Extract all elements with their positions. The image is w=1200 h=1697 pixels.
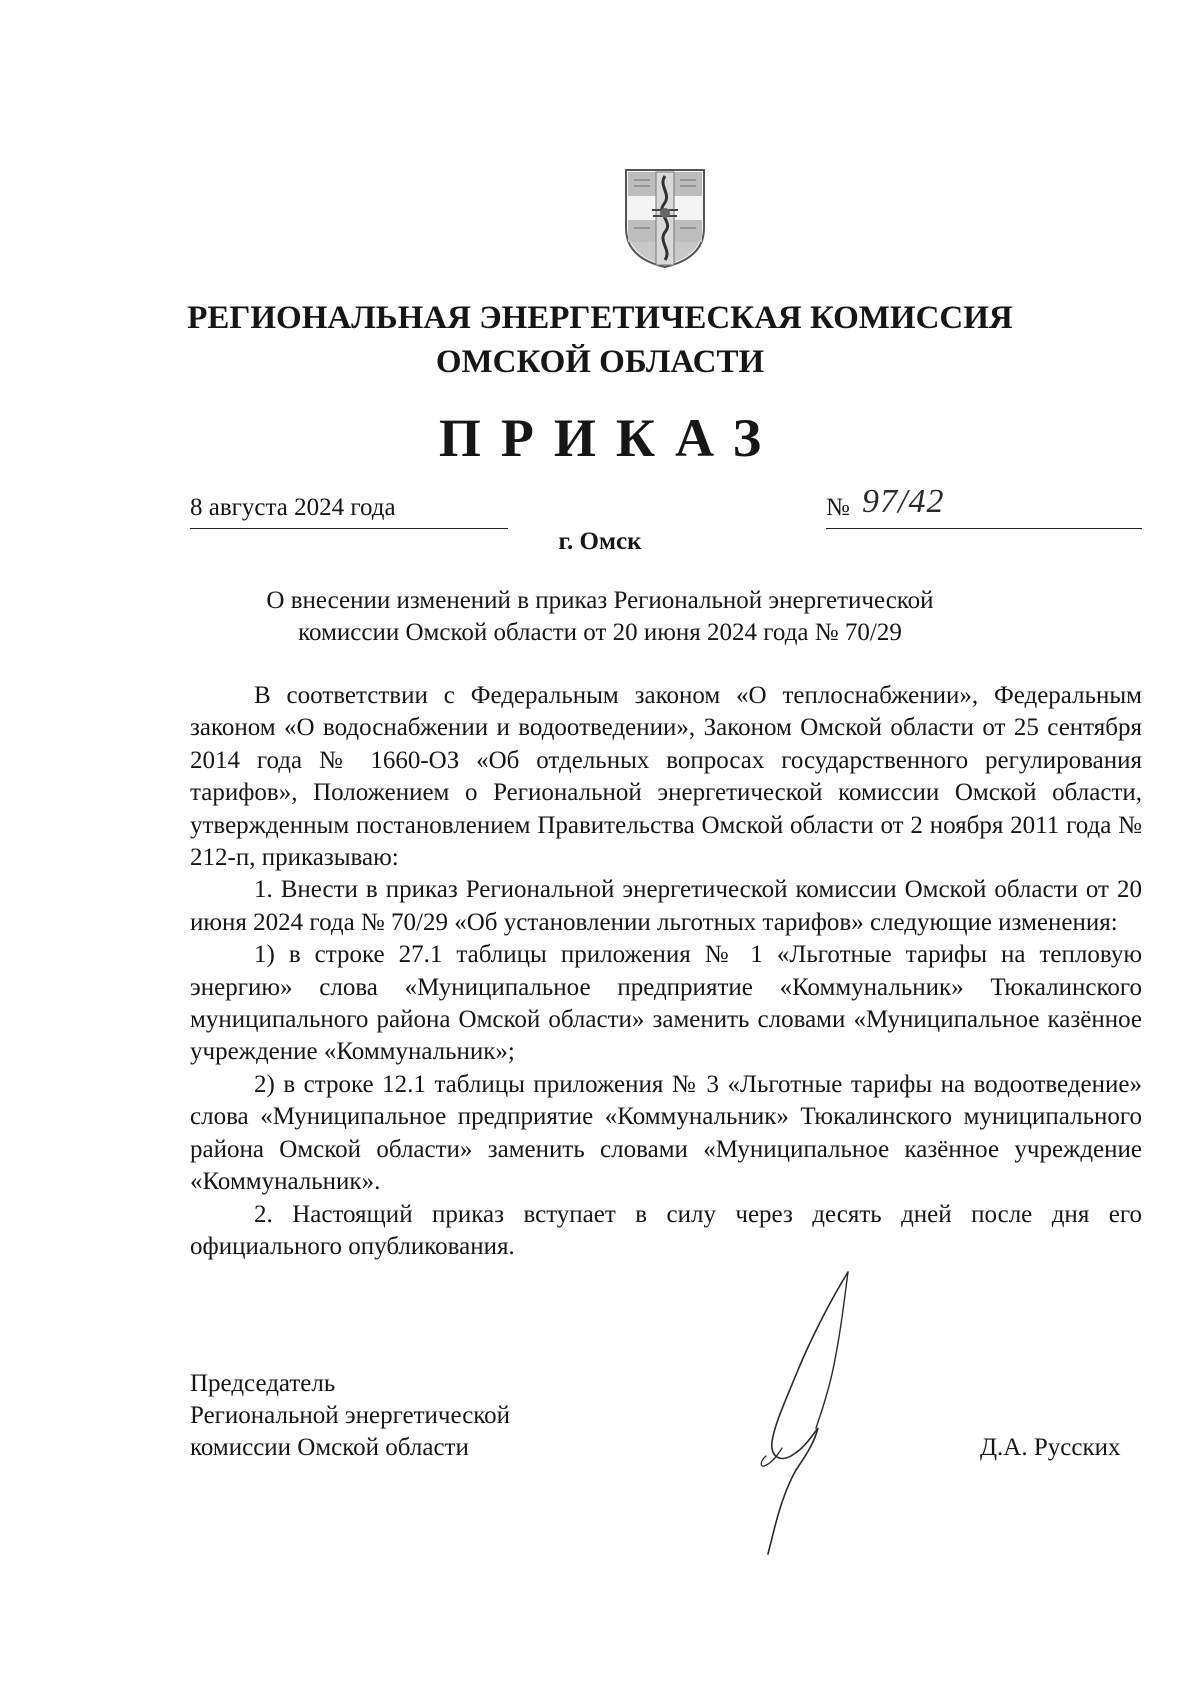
coat-of-arms-icon [622, 166, 708, 270]
document-body [190, 680, 1142, 1263]
subject-line2: комиссии Омской области от 20 июня 2024 года № 70/29 [298, 619, 902, 646]
item-2-paragraph: 2. Настоящий приказ вступает в силу через десять дней после дня его официального опубликования. [190, 1200, 1142, 1260]
document-city: г. Омск [558, 528, 642, 555]
subject-line1: О внесении изменений в приказ Региональной энергетической [266, 587, 934, 614]
organization-name-line1: РЕГИОНАЛЬНАЯ ЭНЕРГЕТИЧЕСКАЯ КОМИССИЯ [187, 300, 1013, 336]
item-1-paragraph: 1. Внести в приказ Региональной энергетической комиссии Омской области от 20 июня 2024 года № 70/29 «Об установлении льготных тарифов» следующие изменения: [190, 876, 1142, 936]
organization-name-line2: ОМСКОЙ ОБЛАСТИ [435, 344, 765, 380]
item-1-1-paragraph: 1) в строке 27.1 таблицы приложения № 1 «Льготные тарифы на тепловую энергию» слова «Муниципальное предприятие «Коммунальник» Тюкалинского муниципального района Омской области» заменить словами «Муниципальное казённое учреждение «Коммунальник»; [190, 941, 1142, 1066]
document-type-title: ПРИКАЗ [438, 408, 782, 468]
document-subject [240, 585, 960, 649]
handwritten-signature-icon [720, 1258, 880, 1558]
signatory-position [190, 1368, 510, 1464]
signatory-position-line2: Региональной энергетической [190, 1402, 511, 1429]
signatory-position-line1: Председатель [190, 1370, 336, 1397]
item-1-2-paragraph: 2) в строке 12.1 таблицы приложения № 3 «Льготные тарифы на водоотведение» слова «Муниципальное предприятие «Коммунальник» Тюкалинского муниципального района Омской области» заменить словами «Муниципальное казённое учреждение «Коммунальник». [190, 1070, 1142, 1196]
document-number-label: № [826, 494, 850, 521]
signatory-name: Д.А. Русских [980, 1434, 1121, 1461]
document-number: 97/42 [862, 483, 945, 520]
preamble-paragraph: В соответствии с Федеральным законом «О теплоснабжении», Федеральным законом «О водоснабжении и водоотведении», Законом Омской области от 25 сентября 2014 года № 1660-ОЗ «Об отдельных вопросах государственного регулирования тарифов», Положением о Региональной энергетической комиссии Омской области, утвержденным постановлением Правительства Омской области от 2 ноября 2011 года № 212-п, приказываю: [190, 682, 1142, 872]
signatory-position-line3: комиссии Омской области [190, 1434, 469, 1461]
document-date: 8 августа 2024 года [190, 492, 508, 529]
